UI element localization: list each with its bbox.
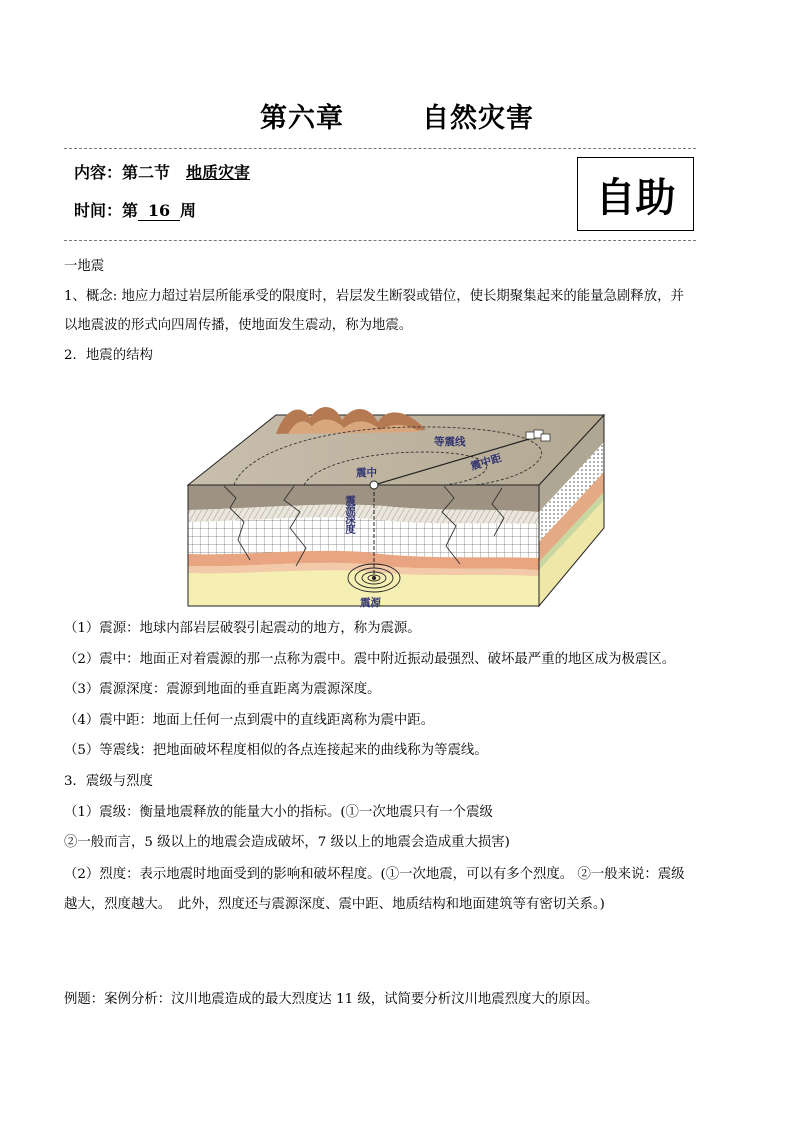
label-isoseismal: 等震线 (434, 436, 466, 448)
definition-focus: （1）震源：地球内部岩层破裂引起震动的地方，称为震源。 (64, 621, 421, 636)
content-label: 内容：第二节 (74, 163, 171, 182)
magnitude-line-1: （1）震级：衡量地震释放的能量大小的指标。(①一次地震只有一个震级 (64, 805, 493, 820)
time-label: 时间：第 (74, 201, 139, 220)
intensity-line-2: 越大，烈度越大。 此外，烈度还与震源深度、震中距、地质结构和地面建筑等有密切关系。) (64, 897, 605, 912)
label-focal-depth: 震源深度 (344, 495, 356, 533)
block-front-face (188, 485, 539, 606)
intensity-line-1: （2）烈度：表示地震时地面受到的影响和破坏程度。(①一次地震，可以有多个烈度。 ②一般来说：震级 (64, 867, 685, 882)
page-title (0, 96, 794, 135)
week-number: 16 (138, 202, 180, 221)
chapter-number: 第六章 (260, 103, 344, 134)
section-heading-earthquake: 一地震 (64, 259, 105, 274)
earthquake-structure-diagram (184, 400, 612, 610)
mountain-range (276, 407, 426, 434)
definition-epicenter: （2）震中：地面正对着震源的那一点称为震中。震中附近振动最强烈、破坏最严重的地区成为极震区。 (64, 652, 676, 667)
focus-point (372, 576, 376, 580)
epicenter-marker (370, 481, 378, 489)
definition-focal-depth: （3）震源深度：震源到地面的垂直距离为震源深度。 (64, 682, 381, 697)
week-suffix: 周 (180, 201, 197, 220)
definition-isoseismal: （5）等震线：把地面破坏程度相似的各点连接起来的曲线称为等震线。 (64, 743, 488, 758)
label-epicenter: 震中 (356, 467, 377, 479)
content-topic: 地质灾害 (186, 163, 251, 182)
chapter-title: 自然灾害 (422, 103, 534, 134)
definition-epicentral-distance: （4）震中距：地面上任何一点到震中的直线距离称为震中距。 (64, 713, 435, 728)
self-study-badge: 自助 (577, 157, 694, 231)
bottom-divider (64, 240, 696, 241)
label-epicentral-distance: 震中距 (469, 452, 504, 473)
concept-line-2: 以地震波的形式向四周传播，使地面发生震动，称为地震。 (64, 318, 413, 333)
magnitude-intensity-heading: 3．震级与烈度 (64, 774, 153, 789)
label-focus: 震源 (360, 597, 381, 609)
time-line (74, 198, 196, 221)
structure-heading: 2．地震的结构 (64, 348, 153, 363)
example-question: 例题：案例分析：汶川地震造成的最大烈度达 11 级，试简要分析汶川地震烈度大的原因。 (64, 992, 599, 1007)
magnitude-line-2: ②一般而言，5 级以上的地震会造成破坏，7 级以上的地震会造成重大损害) (64, 835, 510, 850)
concept-line-1: 1、概念: 地应力超过岩层所能承受的限度时，岩层发生断裂或错位，使长期聚集起来的能量急剧释放，并 (64, 289, 684, 304)
content-line (74, 160, 250, 183)
top-divider (64, 148, 696, 149)
